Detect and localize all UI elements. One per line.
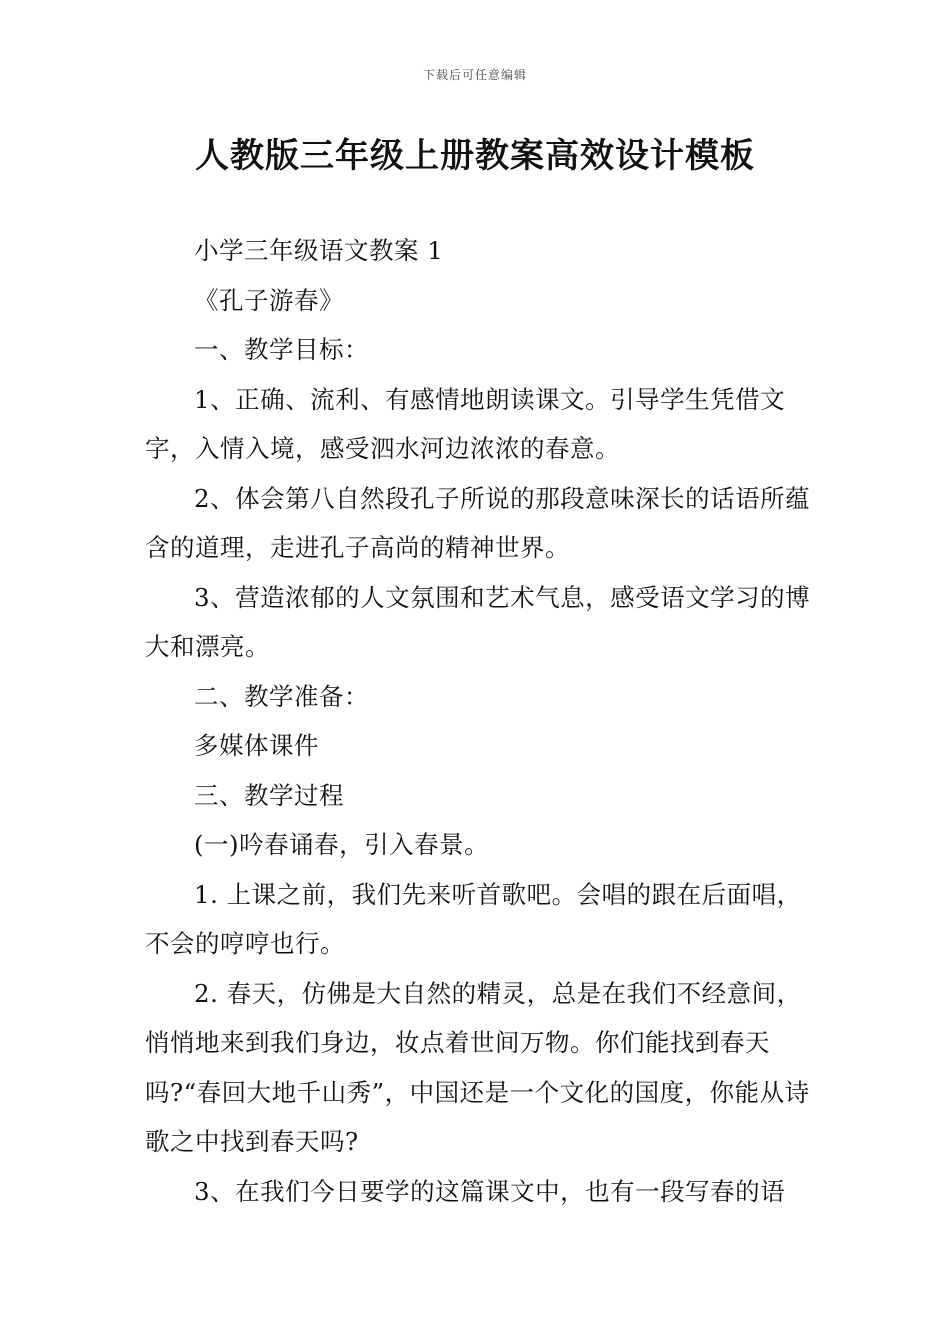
paragraph: 多媒体课件 <box>194 731 319 760</box>
document-body <box>145 226 815 1216</box>
paragraph: 1、正确、流利、有感情地朗读课文。引导学生凭借文字，入情入境，感受泗水河边浓浓的春意。 <box>145 384 786 463</box>
header-note: 下载后可任意编辑 <box>422 68 527 82</box>
paragraph: 1. 上课之前，我们先来听首歌吧。会唱的跟在后面唱，不会的哼哼也行。 <box>145 879 802 958</box>
paragraph: 3、在我们今日要学的这篇课文中，也有一段写春的语 <box>194 1176 786 1206</box>
paragraph: 一、教学目标： <box>194 335 369 364</box>
paragraph: 2、体会第八自然段孔子所说的那段意味深长的话语所蕴含的道理，走进孔子高尚的精神世界。 <box>145 483 811 562</box>
paragraph: 《孔子游春》 <box>194 285 344 315</box>
paragraph: (一)吟春诵春，引入春景。 <box>194 830 490 859</box>
paragraph: 2. 春天，仿佛是大自然的精灵，总是在我们不经意间，悄悄地来到我们身边，妆点着世间万物。你们能找到春天吗?“春回大地千山秀”，中国还是一个文化的国度，你能从诗歌之中找到春天吗? <box>145 978 810 1156</box>
paragraph: 二、教学准备： <box>194 681 369 711</box>
paragraph: 三、教学过程 <box>194 780 344 810</box>
document-title: 人教版三年级上册教案高效设计模板 <box>195 136 755 176</box>
paragraph: 小学三年级语文教案 1 <box>194 236 444 265</box>
paragraph: 3、营造浓郁的人文氛围和艺术气息，感受语文学习的博大和漂亮。 <box>145 582 811 661</box>
